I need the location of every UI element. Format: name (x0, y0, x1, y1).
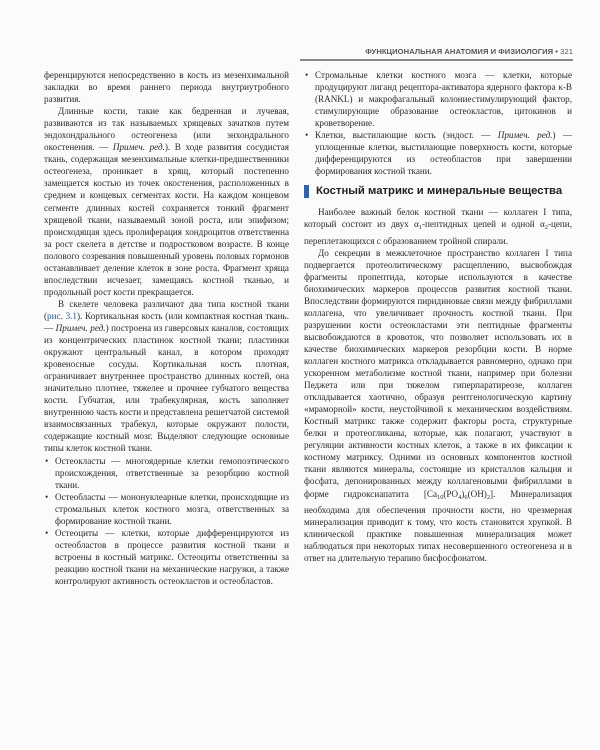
subscript: 10 (437, 493, 444, 501)
left-column (44, 69, 289, 587)
list-item-text: ) — уплощенные клетки, выстилающие поверхность кости, которые дифференцируются из остеобластов при завершении формирования костной ткани. (315, 130, 572, 177)
bullet-icon: • (305, 130, 309, 141)
subscript: 2 (544, 224, 548, 232)
running-head-section: ФУНКЦИОНАЛЬНАЯ АНАТОМИЯ И ФИЗИОЛОГИЯ (365, 47, 554, 56)
subscript: 2 (486, 493, 491, 501)
bullet-icon: • (45, 527, 49, 538)
list-item (44, 527, 289, 587)
paragraph-text: -цепи, переплетающихся с образованием тройной спирали. (304, 219, 572, 246)
header-rule (300, 59, 573, 61)
bone-cell-types-list (44, 455, 289, 588)
paragraph-text: (OH) (467, 488, 487, 499)
bullet-icon: • (45, 491, 49, 502)
running-head-separator: • (555, 47, 558, 56)
subscript: 4 (458, 493, 462, 501)
paragraph-collagen (304, 206, 572, 246)
list-item-text: Остеоциты — клетки, которые дифференцируются из остеобластов в процессе развития костной ткани и встроены в костный матрикс. Остеоциты ответственны за реакцию костной ткани на механические нагрузки, а также контролируют активность остеокластов и остеобластов. (55, 527, 289, 586)
right-column (304, 69, 572, 564)
section-heading (304, 185, 572, 198)
bullet-icon: • (305, 70, 309, 80)
list-item-text: Стромальные клетки костного мозга — клетки, которые продуцируют лиганд рецептора-активатора ядерного фактора κ-B (RANKL) и макрофагальный колониестимулирующий фактор, стимулирующие образование остеокластов, цитокинов и кроветворение. (315, 70, 572, 129)
list-item-text: Остеобласты — мононуклеарные клетки, происходящие из стромальных клеток костного мозга, ответственных за формирование костной ткани. (55, 491, 289, 526)
paragraph-long-bones (44, 105, 289, 298)
paragraph-text: До секреции в межклеточное пространство коллаген I типа подвергается протеолитическому расщеплению, высвобождая фрагменты пропептида, которые используются в качестве биохимических маркеров процессов развития костной ткани. Впоследствии формируются пиридиновые связи между фибриллами коллагена, что увеличивает прочность костной ткани. При разрушении кости остеокластами эти пептидные фрагменты высвобождаются в кровоток, что позволяет использовать их в качестве биохимических маркеров резорбции кости. В норме коллаген костного матрикса откладывается равномерно, однако при ускоренном метаболизме костной ткани, например при болезни Педжета или при тяжелом гиперпаратиреозе, коллаген откладывается хаотично, образуя рентгенологическую картину «мраморной» кости, неустойчивой к механическим воздействиям. Костный матрикс также содержит факторы роста, структурные белки и протеогликаны, которые, как полагают, участвуют в регуляции активности костных клеток, а также в их фиксации к костному матриксу. Одними из основных компонентов костной ткани являются минералы, состоящие из кристаллов кальция и фосфата, депонированных между коллагеновыми фибриллами в форме гидроксиапатита [Ca (304, 247, 572, 499)
paragraph-text: ). Кортикальная кость (или компактная костная ткань. — (44, 310, 289, 333)
list-item (44, 455, 289, 491)
figure-reference-link[interactable]: рис. 3.1 (47, 310, 77, 321)
paragraph-text: Длинные кости, такие как бедренная и лучевая, развиваются из так называемых хрящевых зачатков путем эндохондрального остеогенеза (или энхондрального окостенения. — (44, 106, 289, 153)
editor-note: Примеч. ред. (497, 130, 553, 141)
paragraph-text: ]. Минерализация необходима для обеспечения прочности кости, но чрезмерная минерализация приводит к тому, что кость становится хрупкой. В клинической практике повышенная минерализация может наблюдаться при некоторых типах несовершенного остеогенеза и в ответ на длительную терапию бисфосфонатом. (304, 488, 572, 563)
paragraph-continued: ференцируются непосредственно в кость из мезенхимальной закладки во время раннего периода внутриутробного развития. (44, 70, 289, 105)
paragraph-text: ) (461, 488, 465, 499)
bullet-icon: • (45, 455, 49, 466)
editor-note: Примеч. ред. (55, 322, 106, 333)
paragraph-text: (PO (443, 488, 459, 499)
bone-cell-types-list-continued (304, 69, 572, 177)
paragraph-matrix (304, 247, 572, 564)
list-item (304, 129, 572, 177)
section-title: Костный матрикс и минеральные вещества (316, 185, 563, 198)
paragraph-text: Наиболее важный белок костной ткани — коллаген I типа, который состоит из двух α (304, 207, 572, 230)
paragraph-text: -пептидных цепей и одной α (421, 219, 545, 230)
list-item-text: Клетки, выстилающие кость (эндост. — (315, 130, 498, 141)
list-item-text: Остеокласты — многоядерные клетки гемопоэтического происхождения, ответственные за резорбцию костной ткани. (55, 455, 289, 490)
paragraph-text: В скелете человека различают два типа костной ткани ( (44, 298, 289, 321)
paragraph-bone-types (44, 298, 289, 455)
paragraph-text: ) построена из гаверсовых каналов, состоящих из концентрических пластинок костной ткани; пластинки окружают центральный канал, в котором проходят кровеносные сосуды. Кортикальная кость плотная, ограничивает внутреннее пространство длинных костей, она значительно плотнее, тяжелее и прочнее губчатого вещества кости. Губчатая, или трабекулярная, кость заполняет внутреннюю часть кости и представлена решетчатой системой взаимосвязанных трабекул, которые окружают полости, содержащие костный мозг. Выделяют следующие основные типы клеток костной ткани. (44, 322, 289, 454)
subscript: 6 (464, 493, 468, 501)
list-item (44, 491, 289, 527)
editor-note: Примеч. ред. (112, 142, 165, 153)
page-number: 321 (560, 47, 573, 56)
running-head (283, 47, 573, 56)
list-item (304, 69, 572, 129)
subscript: 1 (418, 224, 422, 232)
paragraph-text: ). В ходе развития сосудистая ткань, содержащая мезенхимальные клетки-предшественники остеогенеза, проникает в хрящ, который постепенно замещается костью из точек окостенения, расположенных в среднем и концевых сегментах кости. На каждом концевом сегменте длинных костей сохраняется тонкий фрагмент хрящевой ткани, называемый зоной роста, или эпифизом; происходящая здесь пролиферация хондроцитов ответственна за рост скелета в детстве и подростковом возрасте. В конце полового созревания повышенный уровень половых гормонов останавливает деление клеток в зоне роста. Фрагмент хряща впоследствии исчезает, замещаясь костной тканью, и продольный рост кости прекращается. (44, 142, 289, 297)
